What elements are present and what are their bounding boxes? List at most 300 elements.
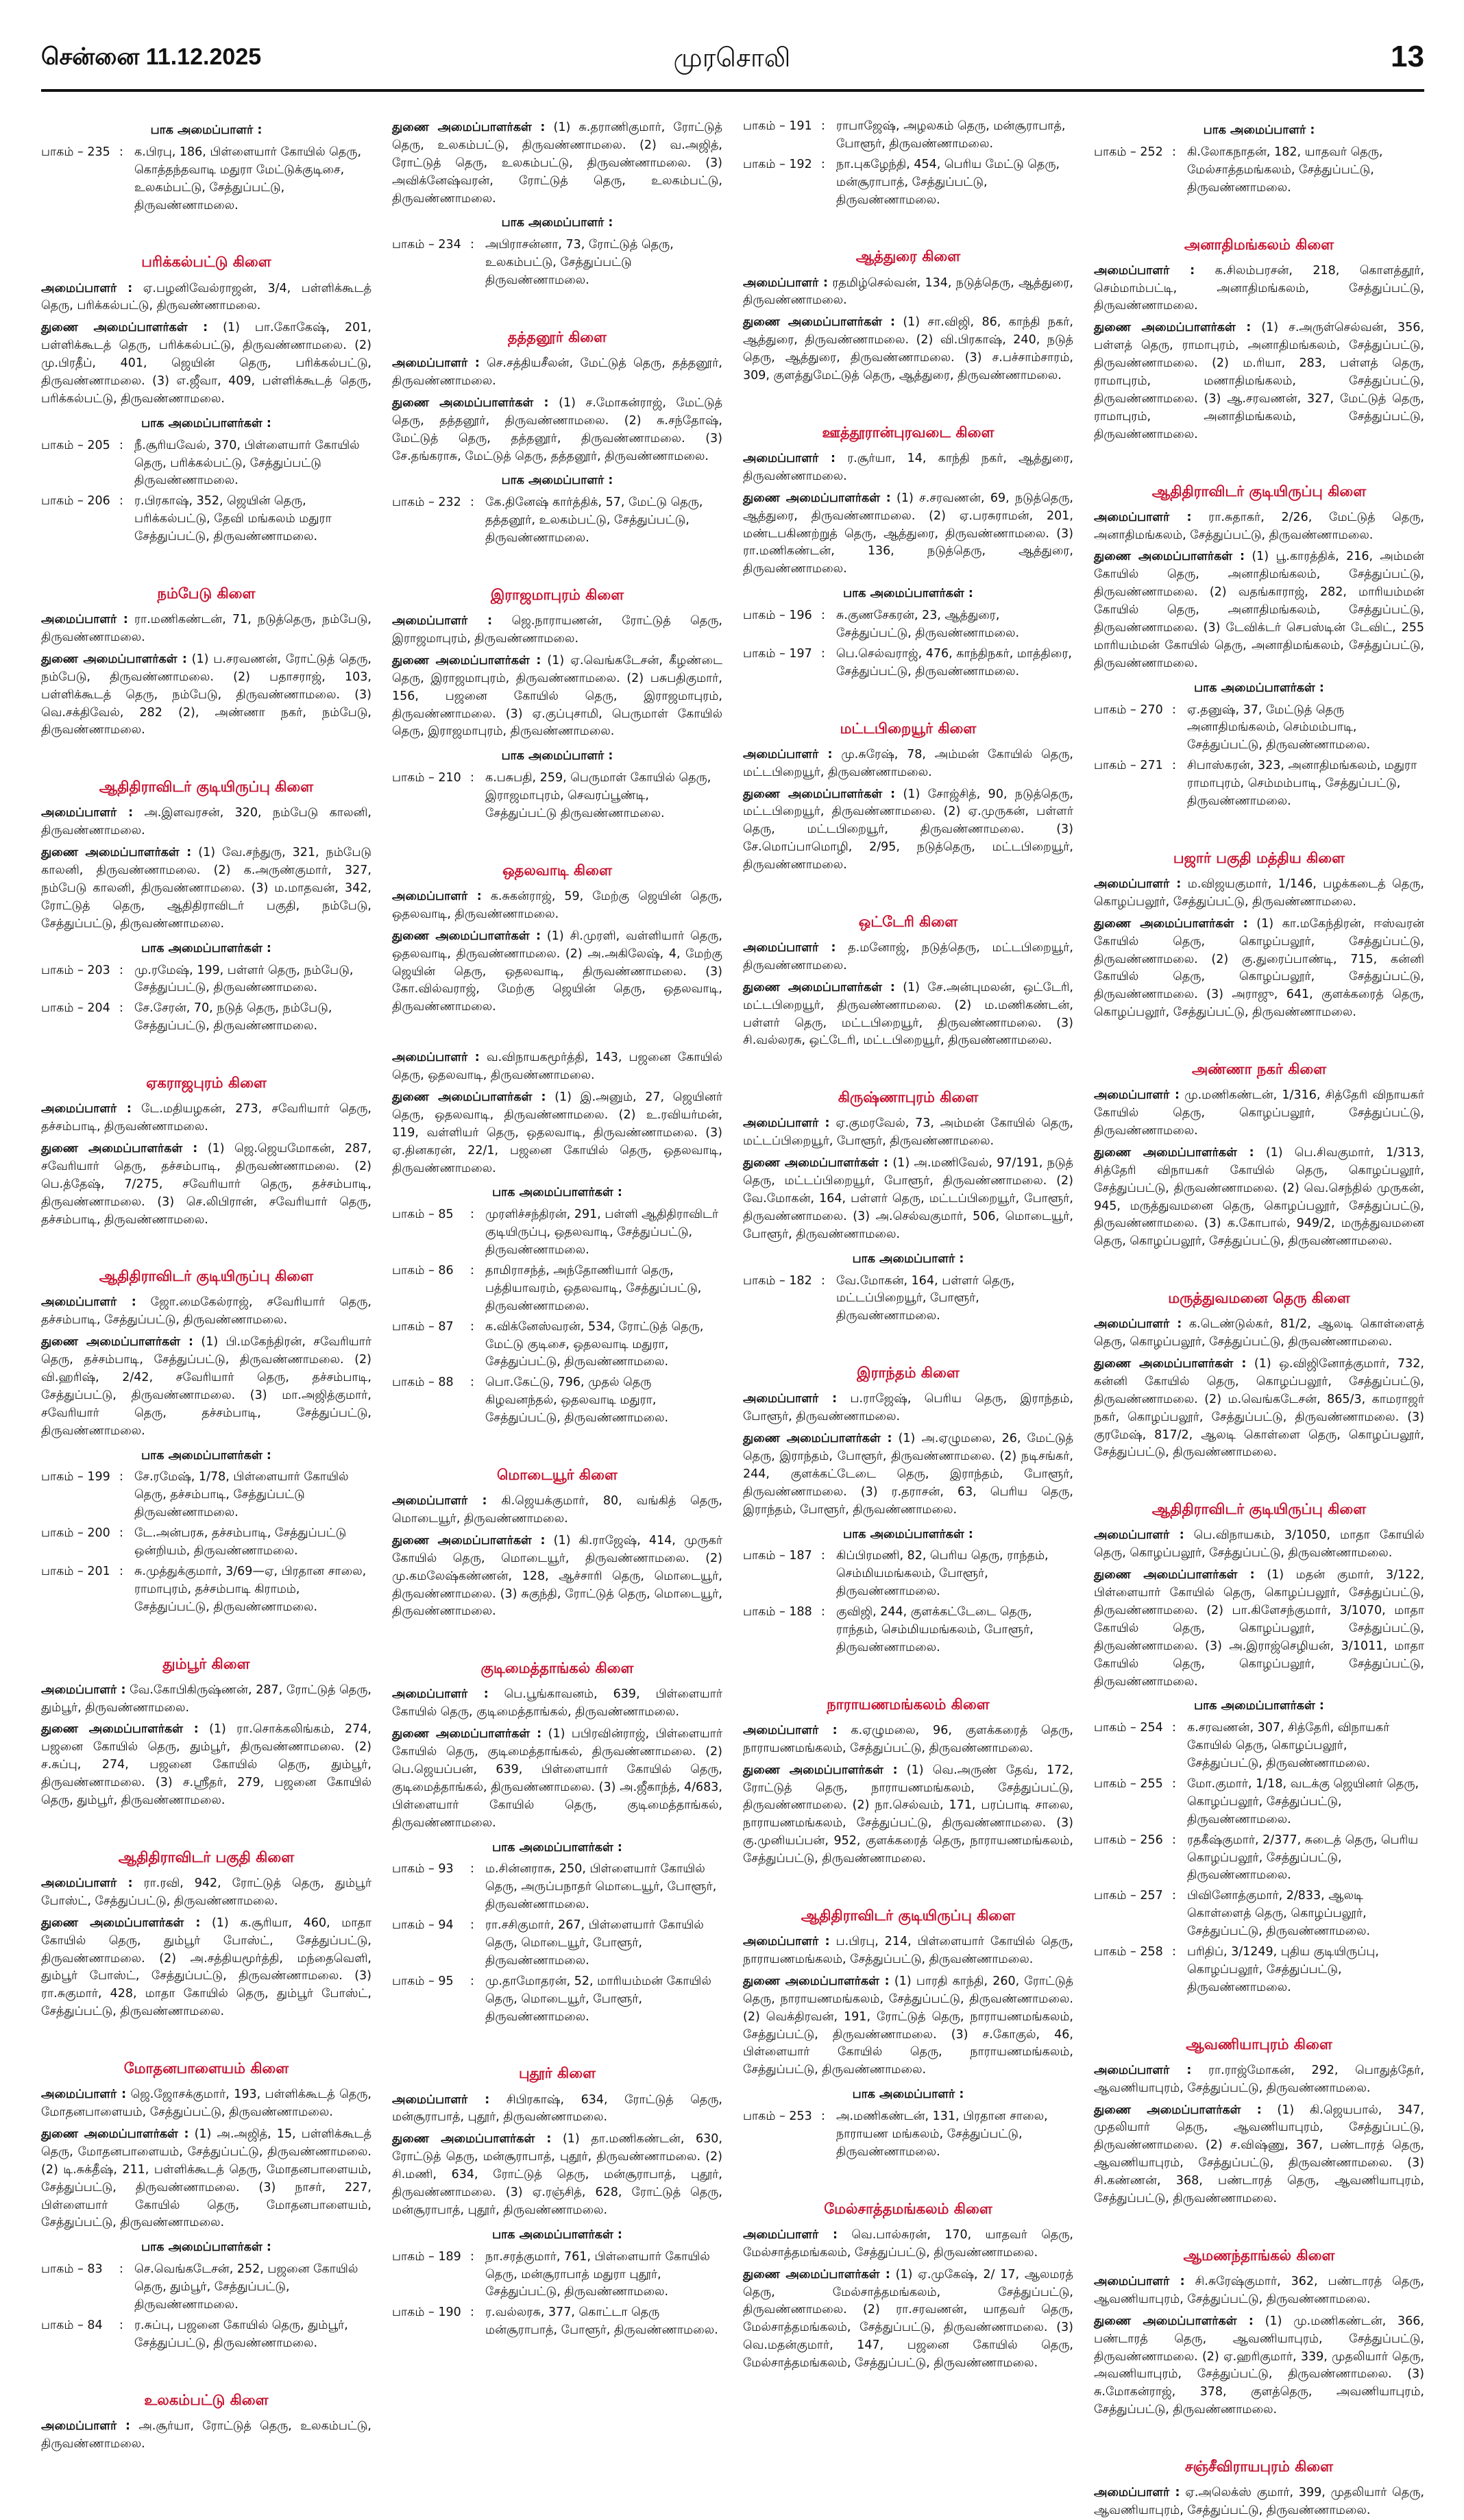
booth-address: க.விக்னேஸ்வரன், 534, ரோட்டுத் தெரு, மேட்டு குடிசை, ஒதலவாடி மதுரா, சேத்துப்பட்டு, திருவண்ணாமலை.	[485, 1319, 704, 1369]
booth-entry	[743, 118, 1073, 154]
branch-block	[1094, 1499, 1424, 1996]
role-paragraph	[743, 979, 1073, 1051]
role-members: டே.மதியழகன், 273, சவேரியார் தெரு, தச்சம்பாடி, திருவண்ணாமலை.	[41, 1102, 371, 1134]
role-paragraph	[41, 1915, 371, 2021]
role-members: ம.விஜயகுமார், 1/146, பழக்கடைத் தெரு, கொழப்பலூர், சேத்துப்பட்டு, திருவண்ணாமலை.	[1094, 877, 1424, 909]
booth-subheading: பாக அமைப்பாளர்கள் :	[141, 416, 271, 430]
branch-title: ஆமணந்தாங்கல் கிளை	[1183, 2247, 1335, 2264]
separator: :	[119, 1470, 123, 1484]
booth-entry	[1094, 1776, 1424, 1829]
branch-block	[41, 583, 371, 739]
booth-entry	[41, 2261, 371, 2314]
role-label: அமைப்பாளர் :	[1094, 263, 1195, 278]
booth-number: பாகம் – 93	[392, 1862, 454, 1876]
booth-address: சு.முத்துக்குமார், 3/69—ஏ, பிரதான சாலை, ராமாபுரம், தச்சம்பாடி கிராமம், சேத்துப்பட்டு, திருவண்ணாமலை.	[134, 1564, 367, 1614]
role-paragraph	[41, 2086, 371, 2122]
branch-title: மோதனபாளையம் கிளை	[123, 2060, 289, 2077]
role-label: அமைப்பாளர் :	[1094, 1317, 1182, 1332]
booth-entry	[41, 2317, 371, 2353]
role-paragraph	[41, 844, 371, 933]
role-members: ஏ.அலெக்ஸ் குமார், 399, முதலியார் தெரு, ஆவணியாபுரம், சேத்துப்பட்டு, திருவண்ணாமலை.	[1094, 2486, 1424, 2518]
booth-number: பாகம் – 234	[392, 238, 461, 252]
role-paragraph	[392, 1686, 722, 1722]
booth-address: அ.மணிகண்டன், 131, பிரதான சாலை, நாராயண மங்கலம், சேத்துப்பட்டு, திருவண்ணாமலை.	[836, 2109, 1048, 2159]
booth-subheading: பாக அமைப்பாளர் :	[501, 749, 613, 763]
branch-title: குடிமைத்தாங்கல் கிளை	[480, 1660, 634, 1677]
separator: :	[119, 1526, 123, 1541]
role-members: ப.பிரபு, 214, பிள்ளையார் கோயில் தெரு, நாராயணமங்கலம், சேத்துப்பட்டு, திருவண்ணாமலை.	[743, 1935, 1073, 1966]
role-label: அமைப்பாளர் :	[1094, 877, 1182, 891]
role-paragraph	[743, 490, 1073, 578]
booth-entry	[41, 1525, 371, 1561]
branch-title: கிருஷ்ணாபுரம் கிளை	[838, 1089, 979, 1106]
role-members: ரா.ரவி, 942, ரோட்டுத் தெரு, தும்பூர் போஸ்ட், சேத்துப்பட்டு, திருவண்ணாமலை.	[41, 1876, 371, 1908]
branch-title: ஆதிதிராவிடர் குடியிருப்பு கிளை	[99, 1268, 314, 1285]
branch-title: மொடையூர் கிளை	[497, 1467, 618, 1483]
branch-block	[41, 776, 371, 1036]
role-members: ரா.மணிகண்டன், 71, நடுத்தெரு, நம்பேடு, திருவண்ணாமலை.	[41, 613, 371, 644]
role-paragraph	[1094, 509, 1424, 545]
role-paragraph	[41, 2126, 371, 2232]
booth-address: நா.புகழேந்தி, 454, பெரிய மேட்டு தெரு, மன்சூராபாத், சேத்துப்பட்டு, திருவண்ணாமலை.	[836, 157, 1060, 207]
branch-block	[743, 1362, 1073, 1657]
branch-title: ஆதிதிராவிடர் பகுதி கிளை	[118, 1848, 295, 1865]
role-paragraph	[1094, 1087, 1424, 1140]
booth-address: கே.தினேஷ் கார்த்திக், 57, மேட்டு தெரு, தத்தனூர், உலகம்பட்டு, சேத்துப்பட்டு, திருவண்ணாமலை.	[485, 496, 703, 546]
role-label: அமைப்பாளர் :	[41, 281, 133, 295]
role-paragraph	[743, 1115, 1073, 1151]
separator: :	[119, 1001, 123, 1016]
separator: :	[119, 494, 123, 509]
separator: :	[470, 1918, 474, 1933]
booth-number: பாகம் – 196	[743, 609, 812, 623]
role-members: ரதமிழ்செல்வன், 134, நடுத்தெரு, ஆத்துரை, திருவண்ணாமலை.	[743, 276, 1073, 308]
separator: :	[470, 2305, 474, 2320]
role-paragraph	[743, 940, 1073, 975]
booth-number: பாகம் – 192	[743, 157, 812, 171]
edition-date: சென்னை 11.12.2025	[41, 44, 262, 70]
branch-title: அனாதிமங்கலம் கிளை	[1184, 236, 1334, 253]
booth-address: முரளிச்சந்திரன், 291, பள்ளி ஆதிதிராவிடர் குடியிருப்பு, ஒதலவாடி, சேத்துப்பட்டு, திருவண்ணாமலை.	[485, 1208, 719, 1258]
role-paragraph	[1094, 319, 1424, 443]
booth-address: பொ.கேட்டு, 796, முதல் தெரு கிழவனந்தல், ஒதலவாடி மதுரா, சேத்துப்பட்டு, திருவண்ணாமலை.	[485, 1375, 669, 1426]
branch-title: ஆதிதிராவிடர் குடியிருப்பு கிளை	[1151, 1501, 1367, 1518]
role-members: ரா.சுதாகர், 2/26, மேட்டுத் தெரு, அனாதிமங்கலம், சேத்துப்பட்டு, திருவண்ணாமலை.	[1094, 510, 1424, 542]
branch-title: நம்பேடு கிளை	[157, 585, 256, 602]
booth-number: பாகம் – 191	[743, 119, 812, 133]
role-label: அமைப்பாளர் :	[41, 1102, 132, 1116]
branch-title: இராந்தம் கிளை	[857, 1365, 960, 1382]
booth-number: பாகம் – 200	[41, 1526, 110, 1541]
booth-address: சு.குணசேகரன், 23, ஆத்துரை, சேத்துப்பட்டு, திருவண்ணாமலை.	[836, 609, 1020, 640]
separator: :	[119, 2318, 123, 2332]
role-label: துணை அமைப்பாளர்கள் :	[1094, 550, 1245, 564]
role-paragraph	[41, 1875, 371, 1911]
role-label: துணை அமைப்பாளர்கள் :	[392, 929, 541, 943]
branch-block	[743, 1087, 1073, 1325]
role-label: அமைப்பாளர் :	[1094, 2063, 1192, 2077]
separator: :	[470, 1375, 474, 1390]
role-paragraph	[743, 1762, 1073, 1868]
role-label: அமைப்பாளர் :	[392, 2092, 490, 2107]
role-members: (1) பாரதி காந்தி, 260, ரோட்டுத் தெரு, நாராயணமங்கலம், சேத்துப்பட்டு, திருவண்ணாமலை. (2) வெக்திரவன், 191, ரோட்டுத் தெரு, நாராயணமங்கலம், சேத்துப்பட்டு, திருவண்ணாமலை. (3) ச.கோகுல், 46, பிள்ளையார் கோயில் தெரு, நாராயணமங்கலம், சேத்துப்பட்டு, திருவண்ணாமலை.	[743, 1974, 1073, 2077]
branch-title: ஆதிதிராவிடர் குடியிருப்பு கிளை	[1151, 482, 1367, 500]
role-paragraph	[392, 395, 722, 466]
role-paragraph	[41, 280, 371, 316]
booth-number: பாகம் – 203	[41, 963, 110, 977]
spacer	[392, 1020, 722, 1045]
branch-block	[1094, 234, 1424, 444]
booth-entry	[743, 1604, 1073, 1657]
booth-address: நீ.சூரியவேல், 370, பிள்ளையார் கோயில் தெரு, பரிக்கல்பட்டு, சேத்துப்பட்டு திருவண்ணாமலை.	[134, 438, 360, 488]
branch-title: ஆத்துரை கிளை	[855, 248, 961, 265]
role-label: அமைப்பாளர் :	[41, 1295, 136, 1310]
role-members: (1) வெ.அருண் தேவ், 172, ரோட்டுத் தெரு, நாராயணமங்கலம், சேத்துப்பட்டு, திருவண்ணாமலை. (2) நா.செல்வம், 171, பரப்பாடி சாலை, நாராயணமங்கலம், சேத்துப்பட்டு, திருவண்ணாமலை. (3) கு.முனியப்பன், 952, குளக்கரைத் தெரு, நாராயணமங்கலம், சேத்துப்பட்டு, திருவண்ணாமலை.	[743, 1763, 1073, 1866]
branch-block	[1094, 1288, 1424, 1462]
separator: :	[821, 646, 825, 661]
role-members: (1) சு.தராணிகுமார், ரோட்டுத் தெரு, உலகம்பட்டு, திருவண்ணாமலை. (2) வ.அஜித், ரோட்டுத் தெரு, உலகம்பட்டு, திருவண்ணாமலை. (3) அவிக்னேஷ்வரன், ரோட்டுத் தெரு, உலகம்பட்டு, திருவண்ணாமலை.	[392, 121, 722, 206]
booth-subheading: பாக அமைப்பாளர்கள் :	[492, 1186, 622, 1200]
role-members: ஏ.குமரவேல், 73, அம்மன் கோயில் தெரு, மட்டப்பிறையூர், போளூர், திருவண்ணாமலை.	[743, 1116, 1073, 1149]
role-paragraph	[743, 1973, 1073, 2079]
booth-entry	[743, 1548, 1073, 1601]
role-paragraph	[392, 1726, 722, 1832]
branch-block	[41, 1073, 371, 1229]
role-paragraph	[743, 1430, 1073, 1519]
role-members: ஜெ.ஜோசக்குமார், 193, பள்ளிக்கூடத் தெரு, மோதனபாளையம், சேத்துப்பட்டு, திருவண்ணாமலை.	[41, 2088, 371, 2120]
role-members: செ.சத்தியசீலன், மேட்டுத் தெரு, தத்தனூர், திருவண்ணாமலை.	[392, 356, 722, 388]
booth-entry	[1094, 1832, 1424, 1885]
booth-address: மு.ரமேஷ், 199, பள்ளர் தெரு, நம்பேடு, சேத்துப்பட்டு, திருவண்ணாமலை.	[134, 963, 354, 995]
role-label: துணை அமைப்பாளர்கள் :	[1094, 916, 1248, 931]
branch-block	[743, 1905, 1073, 2162]
column-2	[392, 115, 723, 2338]
role-paragraph	[743, 2266, 1073, 2373]
booth-entry	[1094, 1720, 1424, 1773]
branch-block	[392, 860, 722, 1016]
separator: :	[470, 1319, 474, 1334]
booth-address: சே.சேரன், 70, நடுத் தெரு, நம்பேடு, சேத்துப்பட்டு, திருவண்ணாமலை.	[134, 1001, 332, 1033]
role-paragraph	[41, 805, 371, 840]
role-paragraph	[743, 786, 1073, 874]
role-members: (1) ரா.சொக்கலிங்கம், 274, பஜனை கோயில் தெரு, தும்பூர், திருவண்ணாமலை. (2) ச.சுப்பு, 274, பஜனை கோயில் தெரு, தும்பூர், திருவண்ணாமலை. (3) ச.ஸ்ரீதர், 279, பஜனை கோயில் தெரு, தும்பூர், திருவண்ணாமலை.	[41, 1722, 371, 1808]
role-label: அமைப்பாளர் :	[41, 613, 128, 627]
booth-subheading: பாக அமைப்பாளர் :	[501, 474, 613, 488]
role-paragraph	[1094, 1145, 1424, 1251]
booth-number: பாகம் – 271	[1094, 759, 1163, 773]
booth-address: சே.ரமேஷ், 1/78, பிள்ளையார் கோயில் தெரு, தச்சம்பாடி, சேத்துப்பட்டு திருவண்ணாமலை.	[134, 1470, 349, 1520]
role-label: அமைப்பாளர் :	[392, 1494, 487, 1508]
booth-number: பாகம் – 94	[392, 1918, 454, 1933]
role-label: துணை அமைப்பாளர்கள் :	[743, 491, 891, 505]
role-paragraph	[392, 355, 722, 391]
branch-title: ஆதிதிராவிடர் குடியிருப்பு கிளை	[801, 1907, 1016, 1924]
column-3	[743, 115, 1073, 2371]
role-paragraph	[41, 1140, 371, 1229]
branch-block	[1094, 848, 1424, 1022]
booth-number: பாகம் – 87	[392, 1319, 454, 1334]
role-members: (1) கி.ராஜேஷ், 414, முருகர் கோயில் தெரு, மொடையூர், திருவண்ணாமலை. (2) மு.கமலேஷ்கண்ணன், 128, ஆச்சாரி தெரு, மொடையூர், திருவண்ணாமலை. (3) சுகுந்தி, ரோட்டுத் தெரு, மொடையூர், திருவண்ணாமலை.	[392, 1533, 722, 1619]
branch-title: மட்டபிறையூர் கிளை	[840, 720, 977, 737]
branch-title: ஆதிதிராவிடர் குடியிருப்பு கிளை	[99, 779, 314, 796]
role-label: துணை அமைப்பாளர்கள் :	[743, 315, 895, 330]
role-paragraph	[392, 928, 722, 1016]
role-label: அமைப்பாளர் :	[1094, 2275, 1185, 2288]
booth-entry	[392, 1262, 722, 1316]
role-paragraph	[1094, 2484, 1424, 2520]
booth-number: பாகம் – 255	[1094, 1777, 1163, 1791]
booth-subheading: பாக அமைப்பாளர்கள் :	[492, 1840, 622, 1855]
role-paragraph	[392, 1049, 722, 1085]
role-paragraph	[1094, 916, 1424, 1022]
role-paragraph	[743, 275, 1073, 310]
role-label: துணை அமைப்பாளர்கள் :	[41, 1722, 199, 1737]
role-label: துணை அமைப்பாளர்கள் :	[41, 1335, 193, 1349]
booth-subheading: பாக அமைப்பாளர்கள் :	[492, 2227, 622, 2242]
separator: :	[1172, 702, 1176, 717]
booth-address: குவிஜி, 244, குளக்கட்டேடை தெரு, ராந்தம், செம்மியமங்கலம், போளூர், திருவண்ணாமலை.	[836, 1605, 1034, 1654]
role-members: வ.விநாயகமூர்த்தி, 143, பஜனை கோயில் தெரு, ஒதலவாடி, திருவண்ணாமலை.	[392, 1051, 722, 1083]
role-label: துணை அமைப்பாளர்கள் :	[41, 652, 187, 666]
role-label: துணை அமைப்பாளர்கள் :	[743, 1156, 888, 1171]
booth-address: ர.பிரகாஷ், 352, ஜெயின் தெரு, பரிக்கல்பட்டு, தேவி மங்கலம் மதுரா சேத்துப்பட்டு, திருவண்ணாமலை.	[134, 494, 332, 544]
booth-entry	[41, 493, 371, 546]
role-members: க.சுகன்ராஜ், 59, மேற்கு ஜெயின் தெரு, ஒதலவாடி, திருவண்ணாமலை.	[392, 889, 722, 921]
booth-address: பரிதிப், 3/1249, புதிய குடியிருப்பு, கொழப்பலூர், சேத்துப்பட்டு, திருவண்ணாமலை.	[1187, 1945, 1379, 1994]
role-paragraph	[1094, 1316, 1424, 1351]
branch-title: ஆவணியாபுரம் கிளை	[1186, 2035, 1332, 2053]
booth-entry	[392, 1973, 722, 2027]
role-members: (1) ச.சரவணன், 69, நடுத்தெரு, ஆத்துரை, திருவண்ணாமலை. (2) ஏ.பரசுராமன், 201, மண்டபகிணற்றுத் தெரு, ஆத்துரை, திருவண்ணாமலை. (3) ரா.மணிகண்டன், 136, நடுத்தெரு, ஆத்துரை, திருவண்ணாமலை.	[743, 491, 1073, 576]
booth-subheading: பாக அமைப்பாளர்கள் :	[141, 1448, 271, 1463]
role-label: துணை அமைப்பாளர்கள் :	[41, 1141, 198, 1155]
role-label: அமைப்பாளர் :	[1094, 1088, 1180, 1103]
branch-block	[743, 246, 1073, 384]
branch-block	[392, 2063, 722, 2340]
role-label: அமைப்பாளர் :	[392, 1687, 489, 1702]
role-paragraph	[392, 1089, 722, 1177]
booth-entry	[743, 2108, 1073, 2162]
booth-entry	[41, 1469, 371, 1522]
role-label: அமைப்பாளர் :	[1094, 1528, 1184, 1543]
role-paragraph	[1094, 262, 1424, 316]
branch-block	[392, 327, 722, 548]
branch-block	[743, 1694, 1073, 1868]
role-label: துணை அமைப்பாளர்கள் :	[392, 395, 549, 410]
booth-subheading: பாக அமைப்பாளர் :	[150, 123, 263, 137]
booth-number: பாகம் – 257	[1094, 1889, 1163, 1903]
booth-number: பாகம் – 235	[41, 145, 110, 159]
role-members: கி.ஜெயக்குமார், 80, வங்கித் தெரு, மொடையூர், திருவண்ணாமலை.	[392, 1494, 722, 1526]
role-paragraph	[41, 1334, 371, 1440]
role-paragraph	[392, 1532, 722, 1621]
role-paragraph	[743, 1155, 1073, 1243]
booth-address: தாமிராசந்த், அந்தோணியார் தெரு, பத்தியாவரம், ஒதலவாடி, சேத்துப்பட்டு, திருவண்ணாமலை.	[485, 1263, 702, 1313]
booth-entry	[392, 1917, 722, 1970]
page-number: 13	[1391, 40, 1424, 73]
role-paragraph	[392, 652, 722, 741]
role-members: (1) சா.விஜி, 86, காந்தி நகர், ஆத்துரை, திருவண்ணாமலை. (2) வி.பிரகாஷ், 240, நடுத் தெரு, ஆத்துரை, திருவண்ணாமலை. (3) ச.பச்சாம்சாரம், 309, குளத்துமேட்டுத் தெரு, ஆத்துரை, திருவண்ணாமலை.	[743, 315, 1073, 382]
role-paragraph	[41, 1682, 371, 1717]
booth-number: பாகம் – 206	[41, 494, 110, 509]
booth-address: பிவினோத்குமார், 2/833, ஆலடி கொள்ளைத் தெரு, கொழப்பலூர், சேத்துப்பட்டு, திருவண்ணாமலை.	[1187, 1889, 1371, 1939]
role-paragraph	[41, 2418, 371, 2454]
role-label: அமைப்பாளர் :	[392, 1051, 480, 1065]
separator: :	[119, 2262, 123, 2277]
booth-address: க.சரவணன், 307, சித்தேரி, விநாயகர் கோயில் தெரு, கொழப்பலூர், சேத்துப்பட்டு, திருவண்ணாமலை.	[1187, 1721, 1390, 1771]
booth-address: அபிராசன்னா, 73, ரோட்டுத் தெரு, உலகம்பட்டு, சேத்துப்பட்டு திருவண்ணாமலை.	[485, 238, 674, 288]
separator: :	[821, 119, 825, 133]
booth-entry	[392, 1319, 722, 1372]
booth-entry	[392, 2304, 722, 2340]
role-label: துணை அமைப்பாளர்கள் :	[392, 1533, 546, 1548]
role-members: சி.சுரேஷ்குமார், 362, பண்டாரத் தெரு, ஆவணியாபுரம், சேத்துப்பட்டு, திருவண்ணாமலை.	[1094, 2275, 1424, 2306]
booth-number: பாகம் – 86	[392, 1263, 454, 1277]
booth-entry	[392, 1374, 722, 1428]
branch-block	[743, 2199, 1073, 2373]
separator: :	[1172, 1721, 1176, 1735]
role-members: (1) அ.ஏழுமலை, 26, மேட்டுத் தெரு, இராந்தம், போளூர், திருவண்ணாமலை. (2) நடிசங்கர், 244, குளக்கட்டேடை தெரு, இராந்தம், போளூர், திருவண்ணாமலை. (3) ர.தராசன், 63, பெரிய தெரு, இராந்தம், போளூர், திருவண்ணாமலை.	[743, 1432, 1073, 1517]
booth-number: பாகம் – 256	[1094, 1833, 1163, 1847]
role-label: அமைப்பாளர் :	[743, 1935, 830, 1949]
role-paragraph	[392, 119, 722, 208]
separator: :	[119, 963, 123, 977]
role-paragraph	[1094, 2273, 1424, 2309]
booth-entry	[392, 236, 722, 290]
separator: :	[821, 157, 825, 171]
booth-address: க.பிரபு, 186, பிள்ளையார் கோயில் தெரு, கொத்தந்தவாடி மதுரா மேட்டுக்குடிசை, உலகம்பட்டு, சேத்துப்பட்டு, திருவண்ணாமலை.	[134, 145, 362, 212]
booth-subheading: பாக அமைப்பாளர்கள் :	[1194, 1699, 1324, 1713]
booth-entry	[41, 1563, 371, 1617]
role-label: துணை அமைப்பாளர்கள் :	[1094, 321, 1252, 335]
booth-address: ம.சின்னராசு, 250, பிள்ளையார் கோயில் தெரு, அருப்பநாதர் மொடையூர், போளூர், திருவண்ணாமலை.	[485, 1862, 717, 1912]
booth-address: வே.மோகன், 164, பள்ளர் தெரு, மட்டப்பிறையூர், போளூர், திருவண்ணாமலை.	[836, 1273, 1015, 1323]
branch-block	[41, 1847, 371, 2021]
booth-number: பாகம் – 253	[743, 2109, 812, 2124]
role-label: துணை அமைப்பாளர்கள் :	[392, 653, 541, 668]
role-members: பெ.விநாயகம், 3/1050, மாதா கோயில் தெரு, கொழப்பலூர், சேத்துப்பட்டு, திருவண்ணாமலை.	[1094, 1528, 1424, 1561]
separator: :	[470, 1862, 474, 1876]
booth-subheading: பாக அமைப்பாளர் :	[852, 1251, 964, 1266]
role-members: த.மனோஜ், நடுத்தெரு, மட்டபிறையூர், திருவண்ணாமலை.	[743, 941, 1073, 972]
branch-block	[392, 585, 722, 823]
role-members: (1) தா.மணிகண்டன், 630, ரோட்டுத் தெரு, மன்சூராபாத், புதூர், திருவண்ணாமலை. (2) சி.மணி, 634, ரோட்டுத் தெரு, மன்சூராபாத், புதூர், திருவண்ணாமலை. (3) ஏ.ரஞ்சித், 628, ரோட்டுத் தெரு, மன்சூராபாத், புதூர், திருவண்ணாமலை.	[392, 2132, 722, 2217]
role-label: அமைப்பாளர் :	[743, 1392, 838, 1406]
booth-subheading: பாக அமைப்பாளர் :	[501, 216, 613, 230]
booth-address: ரதகீஷ்குமார், 2/377, சுடைத் தெரு, பெரிய கொழப்பலூர், சேத்துப்பட்டு, திருவண்ணாமலை.	[1187, 1833, 1419, 1883]
role-paragraph	[1094, 1356, 1424, 1462]
role-members: (1) சி.முரளி, வள்ளியார் தெரு, ஒதலவாடி, திருவண்ணாமலை. (2) அ.அகிலேஷ், 4, மேற்கு ஜெயின் தெரு, ஒதலவாடி, திருவண்ணாமலை. (3) கோ.வில்வராஜ், மேற்கு ஜெயின் தெரு, ஒதலவாடி, திருவண்ணாமலை.	[392, 929, 722, 1014]
column-1	[41, 115, 372, 2451]
booth-entry	[392, 2249, 722, 2302]
role-members: க.சிலம்பரசன், 218, கொளத்தூர், செம்மாம்பட்டி, அனாதிமங்கலம், சேத்துப்பட்டு, திருவண்ணாமலை.	[1094, 263, 1424, 313]
role-label: அமைப்பாளர் :	[41, 806, 134, 820]
role-members: (1) ச.மோகன்ராஜ், மேட்டுத் தெரு, தத்தனூர், திருவண்ணாமலை. (2) சு.சந்தோஷ், மேட்டுத் தெரு, தத்தனூர், திருவண்ணாமலை. (3) சே.தங்கராசு, மேட்டுத் தெரு, தத்தனூர், திருவண்ணாமலை.	[392, 395, 723, 463]
booth-number: பாகம் – 83	[41, 2262, 103, 2277]
branch-title: மருத்துவமனை தெரு கிளை	[1168, 1290, 1350, 1307]
booth-number: பாகம் – 95	[392, 1974, 454, 1988]
role-label: துணை அமைப்பாளர்கள் :	[743, 980, 895, 994]
booth-address: ராபாஜேஷ், அழலகம் தெரு, மன்சூராபாத், போளூர், திருவண்ணாமலை.	[836, 119, 1066, 151]
role-label: துணை அமைப்பாளர்கள் :	[1094, 2314, 1254, 2328]
booth-entry	[743, 646, 1073, 681]
role-paragraph	[392, 1493, 722, 1528]
branch-title: ஒட்டேரி கிளை	[858, 913, 958, 930]
role-paragraph	[743, 450, 1073, 486]
role-members: ஜெ.நாராயணன், ரோட்டுத் தெரு, இராஜமாபுரம், திருவண்ணாமலை.	[392, 614, 722, 646]
booth-number: பாகம் – 189	[392, 2249, 461, 2264]
booth-entry	[743, 156, 1073, 210]
role-members: ஏ.பழனிவேல்ராஜன், 3/4, பள்ளிக்கூடத் தெரு, பரிக்கல்பட்டு, திருவண்ணாமலை.	[41, 281, 371, 313]
branch-block	[1094, 1059, 1424, 1251]
booth-number: பாகம் – 197	[743, 646, 812, 661]
role-members: (1) ஒ.விஜினோத்குமார், 732, கன்னி கோயில் தெரு, கொழப்பலூர், சேத்துப்பட்டு, திருவண்ணாமலை. (2) ம.வெங்கடேசன், 865/3, காமராஜர் நகர், கொழப்பலூர், சேத்துப்பட்டு, திருவண்ணாமலை. (3) குரமேஷ், 817/2, ஆலடி கொள்ளை தெரு, கொழப்பலூர், சேத்துப்பட்டு, திருவண்ணாமலை.	[1094, 1357, 1424, 1460]
role-label: அமைப்பாளர் :	[41, 2088, 127, 2102]
role-members: (1) ச.அருள்செல்வன், 356, பள்ளத் தெரு, ராமாபுரம், அனாதிமங்கலம், சேத்துப்பட்டு, திருவண்ணாமலை. (2) ம.ரியா, 283, பள்ளத் தெரு, ராமாபுரம், மணாதிமங்கலம், சேத்துப்பட்டு, திருவண்ணாமலை. (3) ஆ.சரவணன், 327, மேட்டுத் தெரு, ராமாபுரம், அனாதிமங்கலம், சேத்துப்பட்டு, திருவண்ணாமலை.	[1094, 321, 1424, 441]
role-paragraph	[743, 1722, 1073, 1758]
branch-block	[1094, 2456, 1424, 2520]
separator: :	[1172, 1945, 1176, 1959]
booth-number: பாகம் – 232	[392, 496, 461, 510]
page-header	[0, 0, 1464, 74]
role-paragraph	[743, 746, 1073, 782]
booth-entry	[743, 607, 1073, 643]
role-label: துணை அமைப்பாளர்கள் :	[743, 1432, 892, 1446]
role-members: (1) சே.அன்புமலன், ஒட்டேரி, மட்டபிறையூர், திருவண்ணாமலை. (2) ம.மணிகண்டன், பள்ளர் தெரு, மட்டபிறையூர், திருவண்ணாமலை. (3) சி.வல்லரசு, ஒட்டேரி, மட்டபிறையூர், திருவண்ணாமலை.	[743, 980, 1073, 1048]
booth-entry	[392, 1861, 722, 1914]
booth-number: பாகம் – 252	[1094, 145, 1163, 159]
booth-entry	[743, 1273, 1073, 1326]
role-label: துணை அமைப்பாளர்கள் :	[41, 1916, 201, 1930]
separator: :	[470, 1208, 474, 1222]
branch-title: ஒதலவாடி கிளை	[502, 861, 612, 879]
branch-block	[392, 1658, 722, 2026]
separator: :	[119, 1564, 123, 1578]
role-members: வே.கோபிகிருஷ்ணன், 287, ரோட்டுத் தெரு, தும்பூர், திருவண்ணாமலை.	[41, 1683, 371, 1715]
role-paragraph	[743, 1933, 1073, 1969]
role-members: ர.சூர்யா, 14, காந்தி நகர், ஆத்துரை, திருவண்ணாமலை.	[743, 451, 1073, 483]
branch-block	[41, 1654, 371, 1810]
booth-entry	[41, 437, 371, 491]
separator: :	[821, 2109, 825, 2124]
role-paragraph	[41, 319, 371, 408]
role-members: (1) மதன் குமார், 3/122, பிள்ளையார் கோயில் தெரு, கொழப்பலூர், சேத்துப்பட்டு, திருவண்ணாமலை. (2) பா.கிளேசந்குமார், 3/1070, மாதா கோயில் தெரு, கொழப்பலூர், சேத்துப்பட்டு, திருவண்ணாமலை. (3) அ.இராஜ்செழியன், 3/1011, மாதா கோயில் தெரு, கொழப்பலூர், சேத்துப்பட்டு, திருவண்ணாமலை.	[1094, 1568, 1424, 1689]
booth-address: ஏ.தனுஷ், 37, மேட்டுத் தெரு அனாதிமங்கலம், செம்மம்பாடி, சேத்துப்பட்டு, திருவண்ணாமலை.	[1187, 702, 1371, 753]
role-paragraph	[392, 888, 722, 924]
separator: :	[821, 1605, 825, 1619]
branch-block	[392, 1465, 722, 1621]
booth-subheading: பாக அமைப்பாளர் :	[1203, 123, 1315, 137]
booth-number: பாகம் – 84	[41, 2318, 103, 2332]
role-label: அமைப்பாளர் :	[743, 747, 833, 761]
role-paragraph	[1094, 2062, 1424, 2098]
booth-number: பாகம் – 85	[392, 1208, 454, 1222]
role-paragraph	[1094, 2102, 1424, 2208]
separator: :	[470, 1974, 474, 1988]
role-label: துணை அமைப்பாளர்கள் :	[41, 2127, 189, 2141]
branch-title: நாராயணமங்கலம் கிளை	[827, 1696, 990, 1713]
branch-title: ஊத்தூரான்புரவடை கிளை	[822, 424, 995, 441]
branch-block	[1094, 481, 1424, 811]
role-label: துணை அமைப்பாளர்கள் :	[392, 1090, 546, 1104]
branch-title: பரிக்கல்பட்டு கிளை	[141, 254, 271, 271]
role-members: (1) சோஜ்சித், 90, நடுத்தெரு, மட்டபிறையூர், திருவண்ணாமலை. (2) ஏ.முருகன், பள்ளர் தெரு, மட்டபிறையூர், திருவண்ணாமலை. (3) சே.மொப்பாமொழி, 2/95, நடுத்தெரு, மட்டபிறையூர், திருவண்ணாமலை.	[743, 787, 1073, 872]
branch-block	[41, 122, 371, 215]
separator: :	[821, 1273, 825, 1288]
role-members: (1) கி.ஜெயபால், 347, முதலியார் தெரு, ஆவணியாபுரம், சேத்துப்பட்டு, திருவண்ணாமலை. (2) ச.விஷ்ணு, 367, பண்டாரத் தெரு, ஆவணியாபுரம், சேத்துப்பட்டு, திருவண்ணாமலை. (3) சி.கண்ணன், 368, பண்டாரத் தெரு, ஆவணியாபுரம், சேத்துப்பட்டு, திருவண்ணாமலை.	[1094, 2103, 1424, 2206]
booth-entry	[1094, 757, 1424, 811]
role-label: அமைப்பாளர் :	[743, 941, 836, 955]
